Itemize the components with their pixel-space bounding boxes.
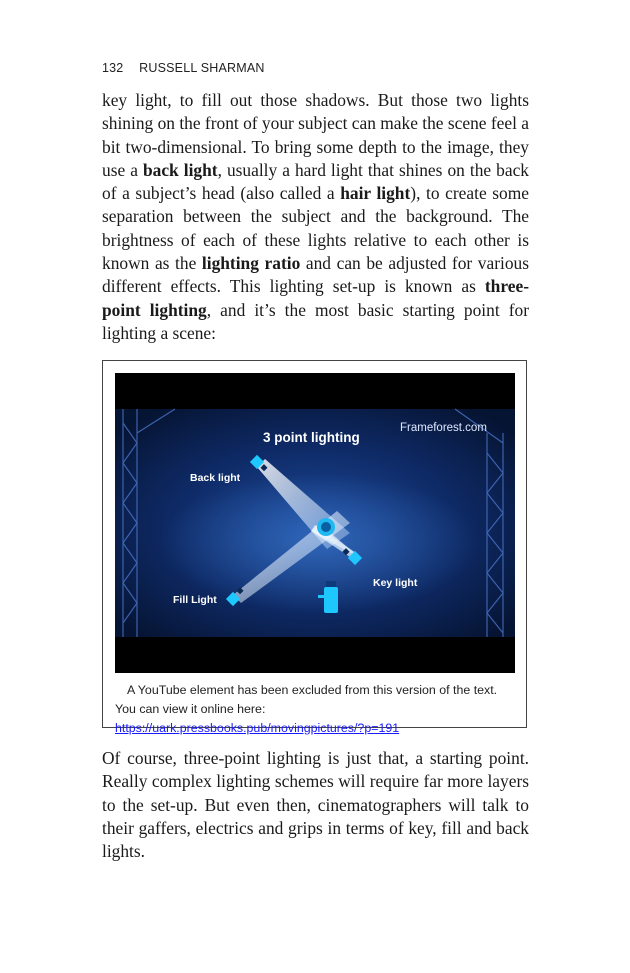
figure-caption: [115, 681, 515, 738]
label-fill-light: Fill Light: [173, 594, 217, 606]
term-back-light: back light: [142, 159, 218, 180]
watermark: Frameforest.com: [400, 422, 487, 434]
video-thumbnail[interactable]: [115, 373, 515, 673]
term-three-point-lighting: three-point lighting: [102, 276, 529, 320]
label-back-light: Back light: [190, 472, 241, 484]
video-figure: [102, 360, 527, 735]
text-run: , and it’s the most basic starting point for lighting a scene:: [102, 299, 529, 343]
text-run: and can be adjusted for various different effects. This lighting set-up is known as: [102, 253, 530, 297]
video-link[interactable]: https://uark.pressbooks.pub/movingpictures/?p=191: [115, 721, 400, 735]
text-run: key light, to fill out those shadows. But those two lights shining on the front of your subject can make the scene feel a bit two-dimensional. To bring some depth to the image, they use a: [102, 90, 529, 180]
term-hair-light: hair light: [340, 183, 411, 204]
lighting-diagram: [115, 373, 515, 673]
caption-text: A YouTube element has been excluded from this version of the text. You can view it online here:: [115, 683, 498, 716]
running-header: [102, 61, 265, 75]
label-key-light: Key light: [373, 577, 418, 589]
diagram-title: 3 point lighting: [263, 430, 360, 445]
author-name: RUSSELL SHARMAN: [139, 61, 265, 75]
text-run: ), to create some separation between the subject and the background. The brightness of each of these lights relative to each other is known as the: [102, 183, 529, 274]
body-paragraph-2: Of course, three-point lighting is just that, a starting point. Really complex lighting schemes will require far more layers to the set-up. But even then, cinematographers will talk to their gaffers, electrics and grips in terms of key, fill and back lights.: [102, 748, 529, 862]
term-lighting-ratio: lighting ratio: [201, 253, 301, 274]
subject-head: [317, 518, 335, 536]
body-paragraph-1: [102, 89, 529, 345]
page-number: 132: [102, 61, 124, 75]
text-run: , usually a hard light that shines on the back of a subject’s head (also called a: [102, 159, 529, 204]
